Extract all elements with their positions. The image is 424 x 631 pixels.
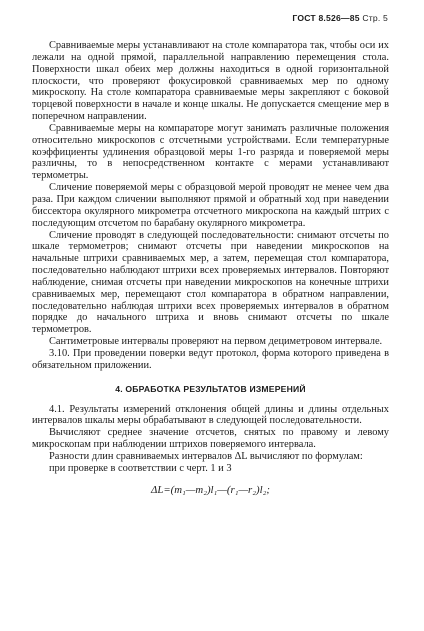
paragraph: Сличение поверяемой меры с образцовой мерой проводят не менее чем два раза. При каждом сличении выполняют прямой и обратный ход при наведении биссектора окулярного микрометра отсчетного микроскопа на каждый штрих с последующим отсчетом по барабану окулярного микрометра. bbox=[32, 182, 389, 229]
paragraph: Вычисляют среднее значение отсчетов, снятых по правому и левому микроскопам при наблюдении штрихов поверяемого интервала. bbox=[32, 427, 389, 451]
paragraph: при проверке в соответствии с черт. 1 и 3 bbox=[49, 462, 232, 474]
page-header bbox=[292, 13, 388, 23]
section-heading: 4. ОБРАБОТКА РЕЗУЛЬТАТОВ ИЗМЕРЕНИЙ bbox=[115, 383, 306, 394]
paragraph: Сравниваемые меры устанавливают на столе компаратора так, чтобы оси их лежали на одной прямой, параллельной направлению перемещения стола. Поверхности шкал обеих мер должны находиться в одной горизонтальной плоскости, что проверяют фокусировкой сравниваемых мер по одному микроскопу. На столе компаратора сравниваемые меры закрепляют с боковой торцевой поверхности в начале и конце шкалы. Не допускается смещение мер в поперечном направлении. bbox=[32, 40, 389, 123]
paragraph: Разности длин сравниваемых интервалов ΔL вычисляют по формулам: bbox=[49, 451, 363, 462]
document-body bbox=[32, 40, 389, 496]
paragraph: Сличение проводят в следующей последовательности: снимают отсчеты по шкале термометров; снимают отсчеты при наведении микроскопов на начальные штрихи сравниваемых мер, а затем, перемещая стол компаратора, последовательно наблюдают штрихи всех проверяемых интервалов. Повторяют наблюдение, снимая отсчеты при наведении микроскопов на конечные штрихи сравниваемых мер, перемещают стол компаратора в обратном направлении, последовательно наблюдая штрихи всех проверяемых интервалов в обратном порядке до начального штриха и вновь снимают отсчеты по шкале термометров. bbox=[32, 229, 389, 336]
paragraph: Сравниваемые меры на компараторе могут занимать различные положения относительно микроскопов с отсчетными устройствами. Если температурные коэффициенты удлинения образцовой меры 1-го разряда и поверяемой меры различны, то в непосредственном контакте с мерами устанавливают термометры. bbox=[32, 122, 389, 182]
paragraph: 4.1. Результаты измерений отклонения общей длины и длины отдельных интервалов шкалы меры обрабатывают в следующей последовательности. bbox=[32, 403, 389, 427]
formula: ΔL=(m₁—m₂)l₁—(r₁—r₂)l₂; bbox=[151, 483, 270, 496]
standard-number: ГОСТ 8.526—85 bbox=[292, 13, 360, 23]
paragraph: Сантиметровые интервалы проверяют на первом дециметровом интервале. bbox=[49, 336, 383, 348]
paragraph: 3.10. При проведении поверки ведут протокол, форма которого приведена в обязательном приложении. bbox=[32, 347, 389, 371]
page-number: Стр. 5 bbox=[362, 13, 388, 23]
